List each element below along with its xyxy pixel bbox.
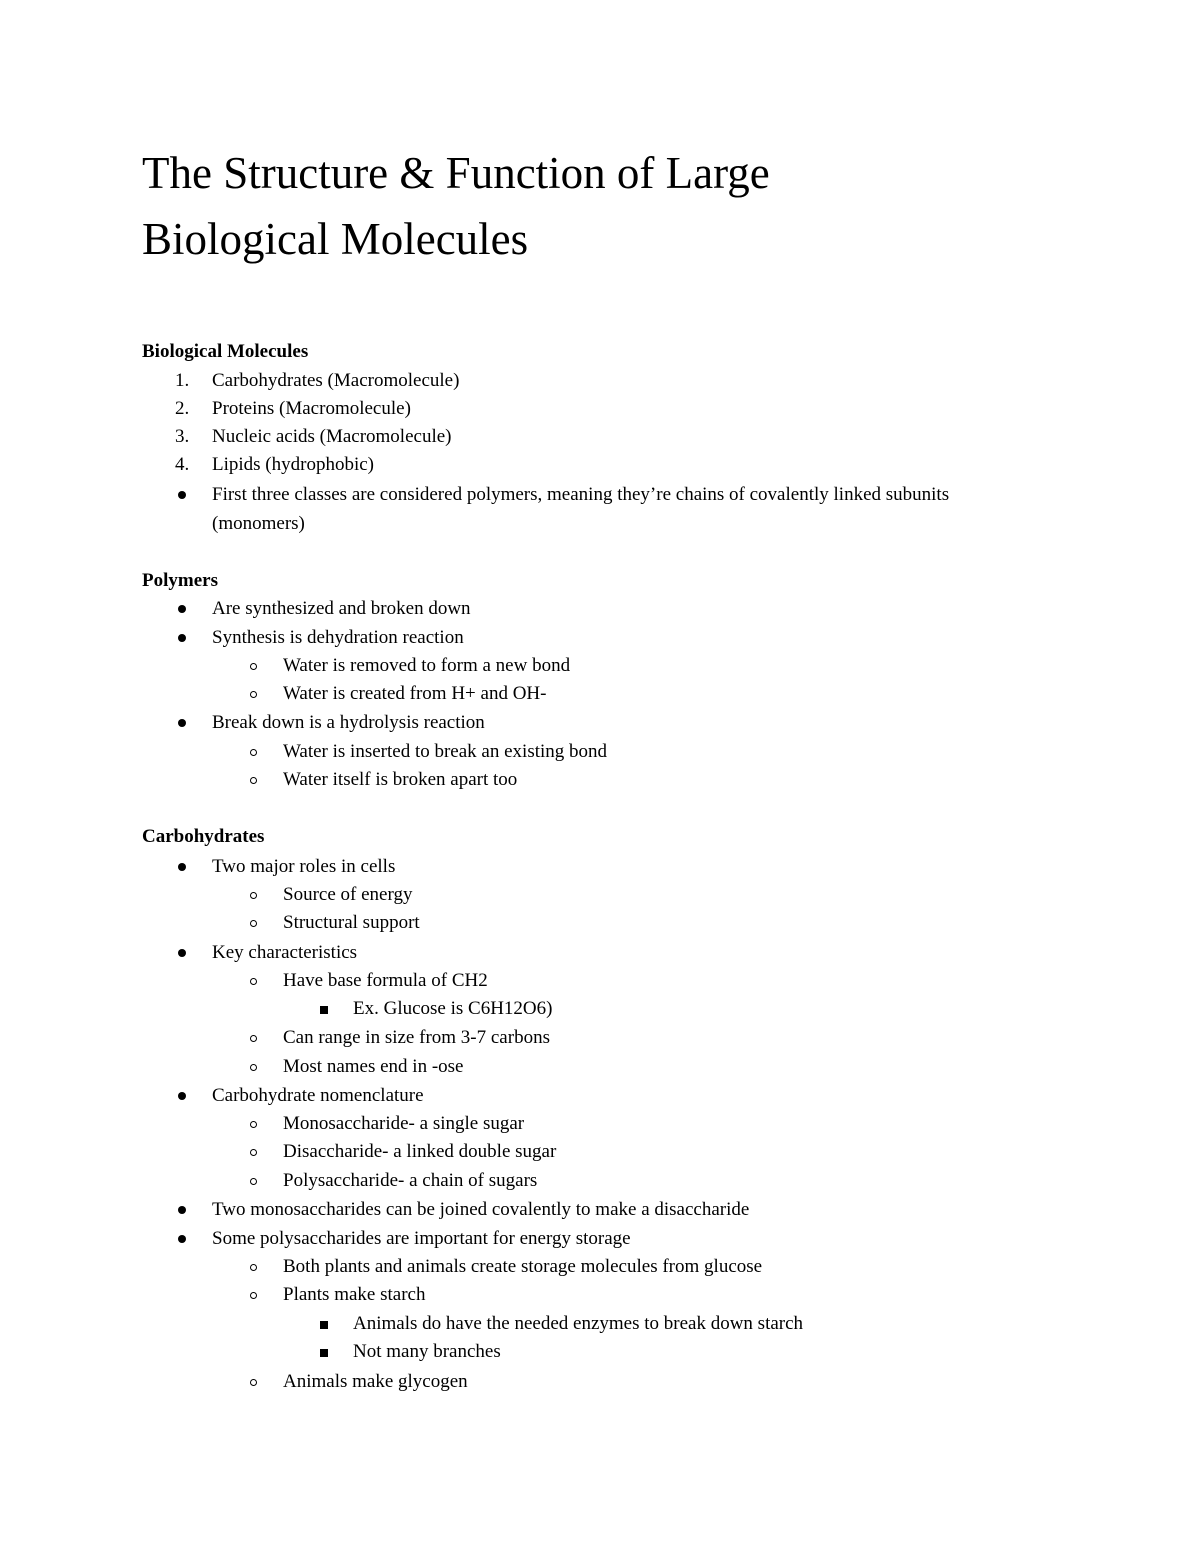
list-item: Break down is a hydrolysis reaction xyxy=(212,712,485,733)
bullet-disc-icon xyxy=(178,1235,186,1243)
bullet-circle-icon xyxy=(250,691,257,698)
list-item: Two major roles in cells xyxy=(212,856,396,877)
bullet-circle-icon xyxy=(250,1264,257,1271)
bullet-circle-icon xyxy=(250,663,257,670)
list-item: Carbohydrate nomenclature xyxy=(212,1085,424,1106)
bullet-square-icon xyxy=(320,1349,328,1357)
list-item: Some polysaccharides are important for energy storage xyxy=(212,1228,631,1249)
list-item: Carbohydrates (Macromolecule) xyxy=(212,370,460,391)
list-item: Water is inserted to break an existing bond xyxy=(283,741,608,762)
list-item: Water is created from H+ and OH- xyxy=(283,683,547,704)
bullet-square-icon xyxy=(320,1321,328,1329)
bullet-circle-icon xyxy=(250,749,257,756)
bullet-disc-icon xyxy=(178,719,186,727)
list-item: Not many branches xyxy=(353,1341,501,1362)
list-item: Monosaccharide- a single sugar xyxy=(283,1113,525,1134)
bullet-disc-icon xyxy=(178,491,186,499)
list-item: Nucleic acids (Macromolecule) xyxy=(212,426,452,447)
title-line-1: The Structure & Function of Large xyxy=(142,148,770,198)
bullet-circle-icon xyxy=(250,1379,257,1386)
list-item: Polysaccharide- a chain of sugars xyxy=(283,1170,538,1191)
list-item: Water itself is broken apart too xyxy=(283,769,518,790)
list-item: Have base formula of CH2 xyxy=(283,970,488,991)
bullet-circle-icon xyxy=(250,892,257,899)
list-number-3: 3. xyxy=(175,426,190,447)
list-item: Most names end in -ose xyxy=(283,1056,464,1077)
bullet-circle-icon xyxy=(250,1178,257,1185)
list-number-1: 1. xyxy=(175,370,190,391)
list-item: Lipids (hydrophobic) xyxy=(212,454,375,475)
list-item: Key characteristics xyxy=(212,942,358,963)
bullet-disc-icon xyxy=(178,949,186,957)
list-item: Animals do have the needed enzymes to break down starch xyxy=(353,1313,804,1334)
bullet-circle-icon xyxy=(250,777,257,784)
bullet-disc-icon xyxy=(178,1206,186,1214)
bullet-circle-icon xyxy=(250,1035,257,1042)
list-item: Plants make starch xyxy=(283,1284,426,1305)
list-item: Are synthesized and broken down xyxy=(212,598,471,619)
list-item-continuation: (monomers) xyxy=(212,513,305,534)
list-item: Structural support xyxy=(283,912,420,933)
list-item: Both plants and animals create storage molecules from glucose xyxy=(283,1256,763,1277)
document-title xyxy=(142,140,1082,272)
bullet-disc-icon xyxy=(178,863,186,871)
bullet-disc-icon xyxy=(178,1092,186,1100)
bullet-circle-icon xyxy=(250,1064,257,1071)
list-item: Synthesis is dehydration reaction xyxy=(212,627,464,648)
bullet-circle-icon xyxy=(250,1149,257,1156)
list-item: Can range in size from 3-7 carbons xyxy=(283,1027,550,1048)
bullet-circle-icon xyxy=(250,1292,257,1299)
bullet-disc-icon xyxy=(178,634,186,642)
list-item: Disaccharide- a linked double sugar xyxy=(283,1141,557,1162)
list-number-2: 2. xyxy=(175,398,190,419)
list-item: Source of energy xyxy=(283,884,413,905)
bullet-circle-icon xyxy=(250,1121,257,1128)
list-item: Proteins (Macromolecule) xyxy=(212,398,411,419)
section-heading-polymers: Polymers xyxy=(142,570,218,591)
list-item: First three classes are considered polymers, meaning they’re chains of covalently linked subunits xyxy=(212,484,950,505)
list-item: Water is removed to form a new bond xyxy=(283,655,571,676)
list-item: Animals make glycogen xyxy=(283,1371,468,1392)
list-number-4: 4. xyxy=(175,454,190,475)
bullet-disc-icon xyxy=(178,605,186,613)
bullet-circle-icon xyxy=(250,920,257,927)
bullet-square-icon xyxy=(320,1006,328,1014)
list-item: Two monosaccharides can be joined covalently to make a disaccharide xyxy=(212,1199,750,1220)
list-item: Ex. Glucose is C6H12O6) xyxy=(353,998,553,1019)
title-line-2: Biological Molecules xyxy=(142,214,529,264)
section-heading-biological-molecules: Biological Molecules xyxy=(142,341,309,362)
bullet-circle-icon xyxy=(250,978,257,985)
section-heading-carbohydrates: Carbohydrates xyxy=(142,826,265,847)
